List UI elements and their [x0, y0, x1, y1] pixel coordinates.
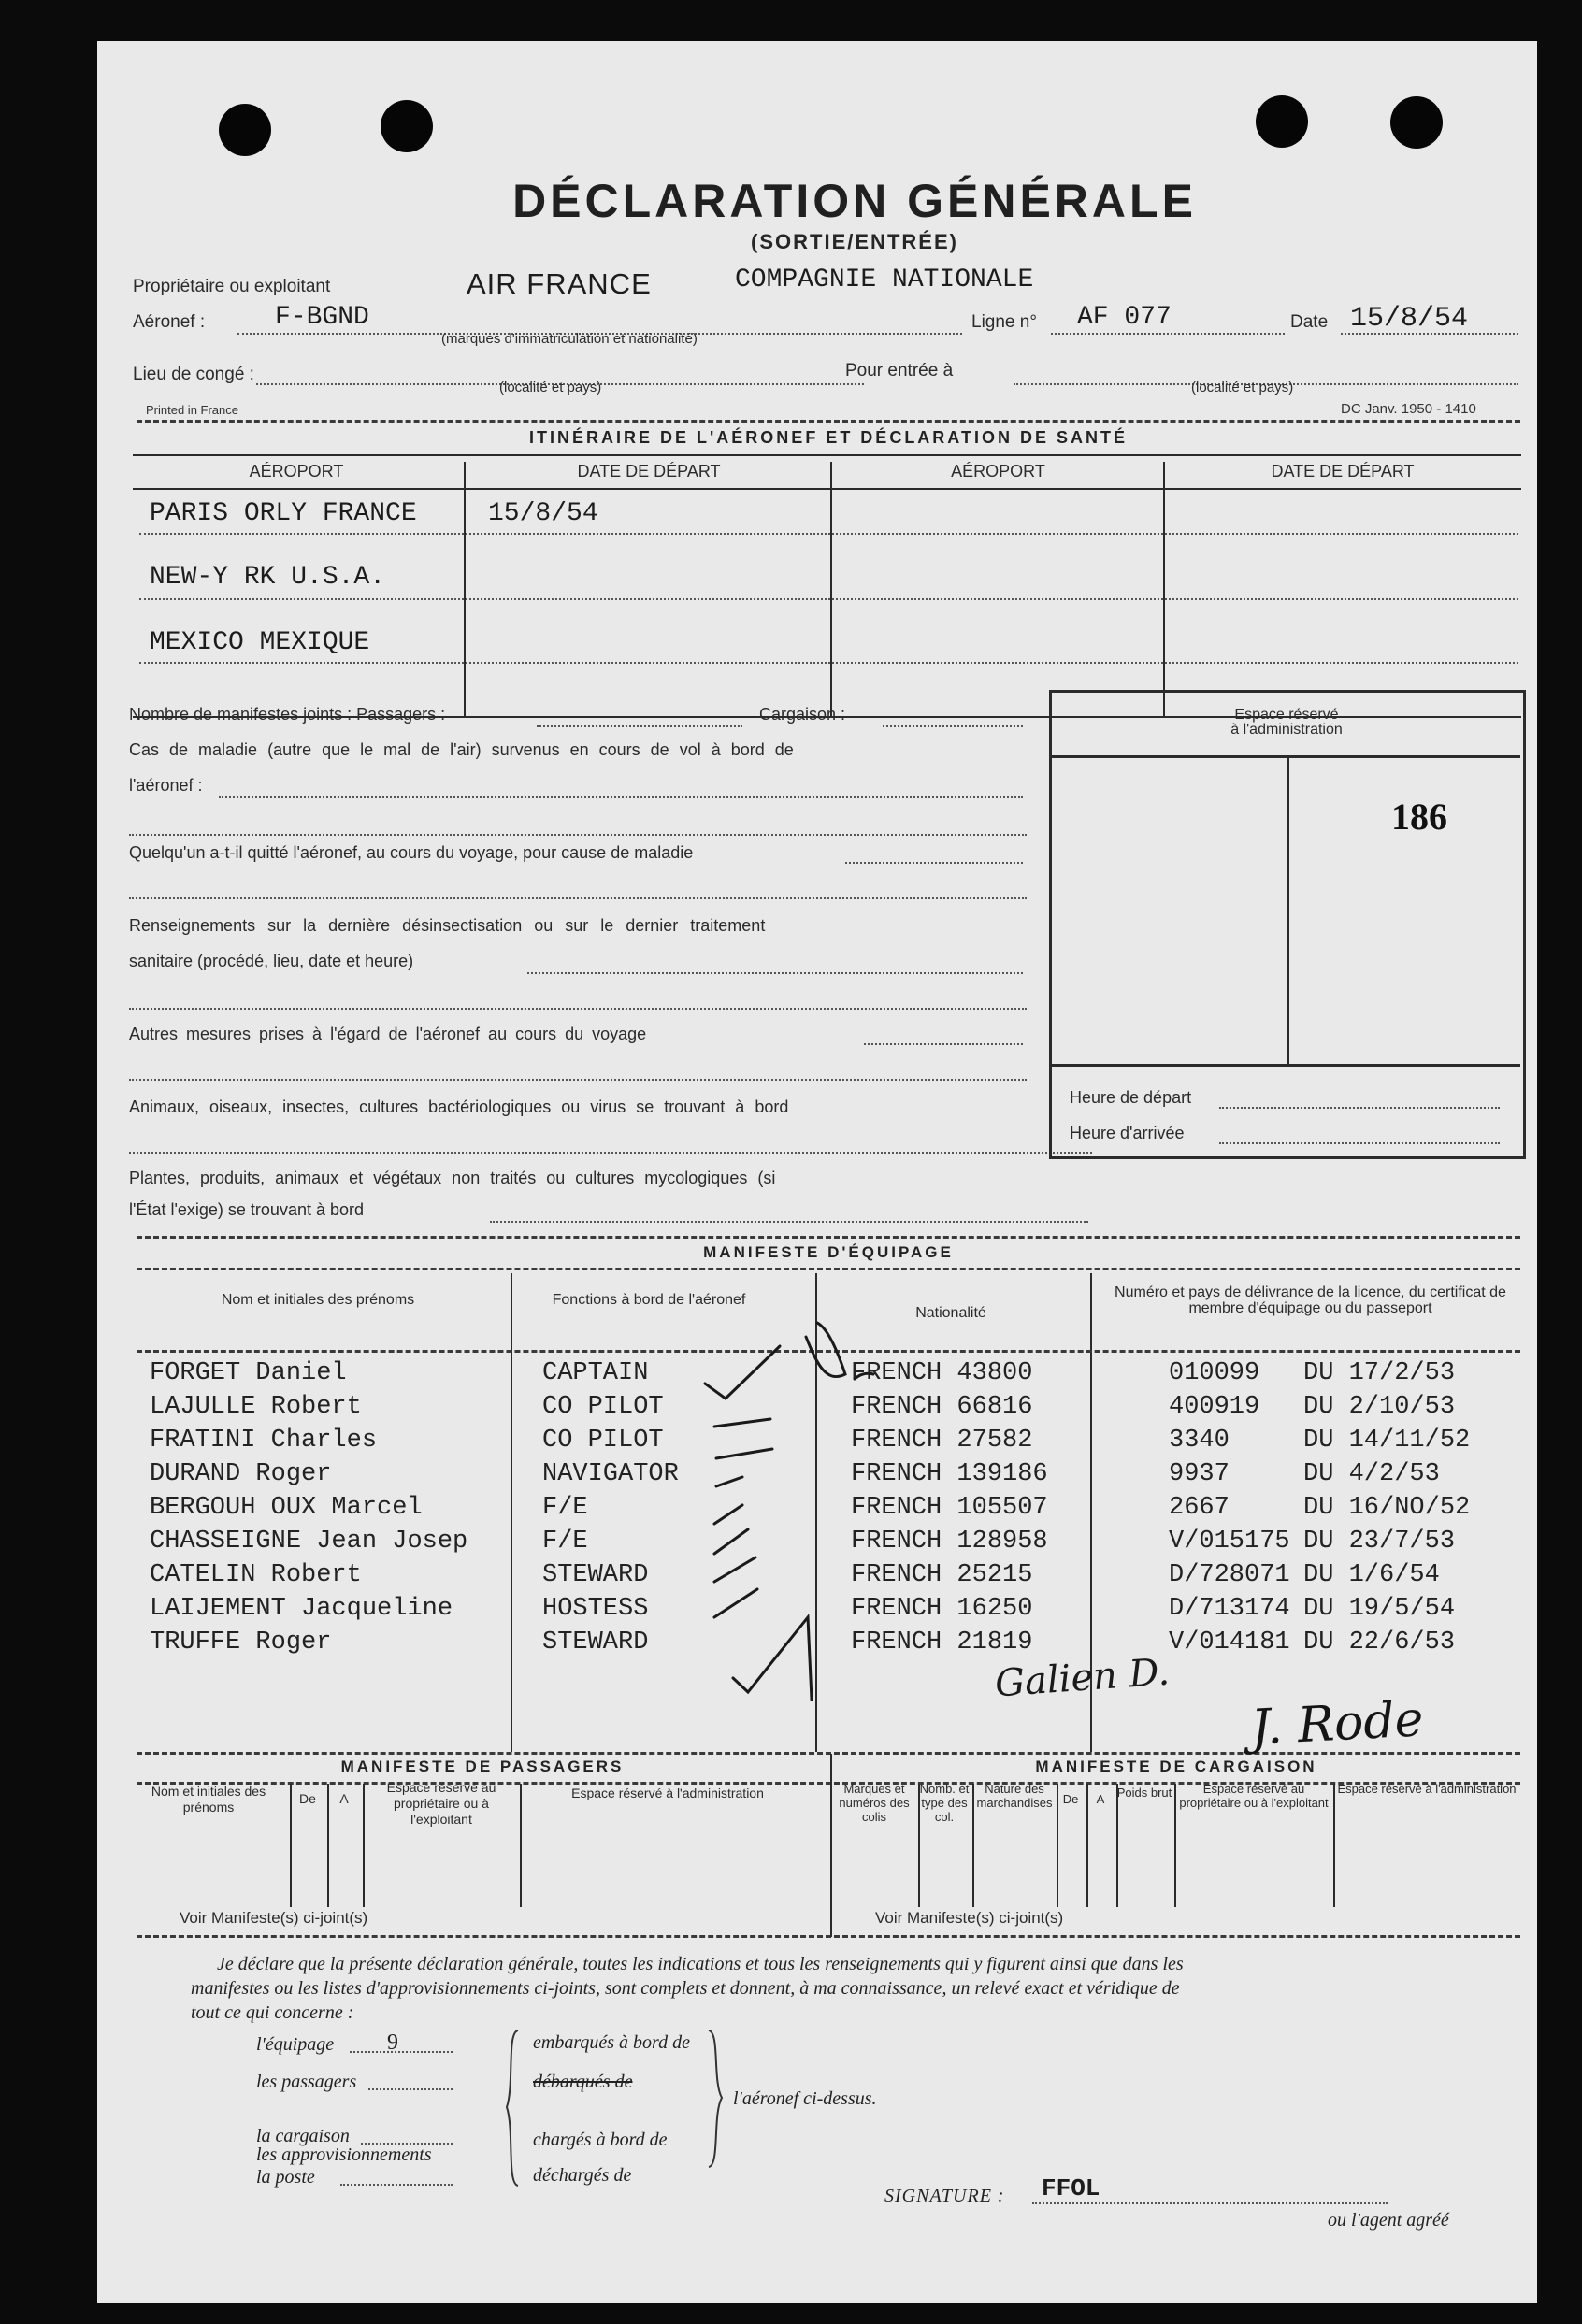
crew-nationality: FRENCH 128958 [851, 1528, 1048, 1556]
date-value: 15/8/54 [1350, 303, 1469, 335]
animals-label: Animaux, oiseaux, insectes, cultures bactériologiques ou virus se trouvant à bord [129, 1097, 789, 1116]
field-line [129, 897, 1027, 899]
crew-function: CO PILOT [542, 1393, 664, 1421]
col-cargo-count: Nomb. et type des col. [919, 1782, 970, 1824]
signature-label: SIGNATURE : [884, 2186, 1005, 2206]
declaration-text-3: tout ce qui concerne : [191, 2002, 354, 2023]
crew-function: F/E [542, 1528, 588, 1556]
crew-license-date: DU 16/NO/52 [1303, 1494, 1471, 1522]
crew-license-date: DU 19/5/54 [1303, 1595, 1456, 1623]
itinerary-airport: PARIS ORLY FRANCE [150, 499, 417, 528]
col-divider [511, 1273, 512, 1752]
operator-typed: COMPAGNIE NATIONALE [735, 265, 1034, 294]
field-line [864, 1043, 1023, 1045]
illness-label-2: l'aéronef : [129, 776, 203, 795]
field-line [129, 1079, 1027, 1081]
field-line [129, 1152, 1092, 1154]
admin-box-title-2: à l'administration [1230, 722, 1343, 738]
date-field-line [1341, 333, 1518, 335]
other-measures-label: Autres mesures prises à l'égard de l'aéronef au cours du voyage [129, 1025, 647, 1043]
punch-hole [381, 100, 433, 152]
crew-license-date: DU 17/2/53 [1303, 1359, 1456, 1387]
crew-function: STEWARD [542, 1628, 649, 1657]
separator [137, 1236, 1520, 1239]
left-aircraft-label: Quelqu'un a-t-il quitté l'aéronef, au cours du voyage, pour cause de maladie [129, 843, 694, 862]
crew-name: FRATINI Charles [150, 1427, 378, 1455]
crew-nationality: FRENCH 27582 [851, 1427, 1033, 1455]
col-airport-1: AÉROPORT [249, 462, 344, 481]
disinsection-label: Renseignements sur la dernière désinsectisation ou sur le dernier traitement [129, 916, 766, 935]
crew-manifest-title: MANIFESTE D'ÉQUIPAGE [703, 1243, 954, 1261]
col-divider [1287, 755, 1289, 1064]
crew-function: STEWARD [542, 1561, 649, 1589]
form-reference: DC Janv. 1950 - 1410 [1341, 401, 1476, 417]
rule [1051, 755, 1520, 758]
col-airport-2: AÉROPORT [951, 462, 1045, 481]
aircraft-registration: F-BGND [275, 303, 369, 332]
crew-license-number: D/713174 [1169, 1595, 1290, 1623]
plants-label: Plantes, produits, animaux et végétaux non traités ou cultures mycologiques (si [129, 1169, 776, 1187]
crew-count-value: 9 [387, 2030, 398, 2055]
punch-hole [219, 104, 271, 156]
field-line [845, 862, 1023, 864]
crew-function: CAPTAIN [542, 1359, 649, 1387]
declaration-text-1: Je déclare que la présente déclaration générale, toutes les indications et tous les renseignements qui y figurent ainsi que dans les [217, 1954, 1184, 1974]
entry-place-label: Pour entrée à [845, 361, 954, 380]
crew-license-date: DU 4/2/53 [1303, 1460, 1440, 1488]
aircraft-above-label: l'aéronef ci-dessus. [733, 2088, 877, 2109]
illness-label: Cas de maladie (autre que le mal de l'air) survenus en cours de vol à bord de [129, 740, 794, 759]
passenger-manifest-footer: Voir Manifeste(s) ci-joint(s) [180, 1909, 368, 1927]
field-line [340, 2184, 453, 2186]
brace-icon [503, 2029, 524, 2188]
disinsection-label-2: sanitaire (procédé, lieu, date et heure) [129, 952, 414, 970]
field-line [883, 725, 1023, 727]
line-field-line [1051, 333, 1285, 335]
col-passenger-to: A [339, 1791, 349, 1806]
col-divider [1333, 1784, 1335, 1907]
loaded-label: chargés à bord de [533, 2130, 668, 2150]
line-number: AF 077 [1077, 303, 1172, 332]
signature-line [1032, 2202, 1388, 2204]
crew-nationality: FRENCH 25215 [851, 1561, 1033, 1589]
itinerary-airport: MEXICO MEXIQUE [150, 628, 370, 657]
separator [137, 1268, 1520, 1270]
crew-license-number: 2667 [1169, 1494, 1230, 1522]
crew-nationality: FRENCH 43800 [851, 1359, 1033, 1387]
cargo-manifest-title: MANIFESTE DE CARGAISON [1035, 1757, 1317, 1775]
crew-name: LAIJEMENT Jacqueline [150, 1595, 453, 1623]
cargo-manifest-footer: Voir Manifeste(s) ci-joint(s) [875, 1909, 1064, 1927]
col-cargo-admin: Espace réservé à l'administration [1337, 1782, 1517, 1796]
crew-count-label: l'équipage [256, 2034, 335, 2055]
disembarked-label: débarqués de [533, 2072, 633, 2092]
date-label: Date [1290, 312, 1329, 332]
crew-license-date: DU 14/11/52 [1303, 1427, 1471, 1455]
embarked-label: embarqués à bord de [533, 2032, 690, 2053]
col-date-1: DATE DE DÉPART [577, 462, 721, 481]
row-line [139, 598, 1518, 600]
departure-place-caption: (localité et pays) [499, 380, 602, 395]
col-passenger-from: De [299, 1791, 316, 1806]
line-label: Ligne n° [971, 312, 1037, 332]
form-title: DÉCLARATION GÉNÉRALE [512, 175, 1197, 227]
rule [1051, 1064, 1520, 1067]
aircraft-label: Aéronef : [133, 312, 206, 332]
crew-function: HOSTESS [542, 1595, 649, 1623]
separator [137, 420, 1520, 423]
field-line [1219, 1107, 1500, 1109]
punch-hole [1256, 95, 1308, 148]
crew-name: DURAND Roger [150, 1460, 332, 1488]
crew-name: CATELIN Robert [150, 1561, 362, 1589]
plants-label-2: l'État l'exige) se trouvant à bord [129, 1200, 365, 1219]
crew-license-number: 010099 [1169, 1359, 1260, 1387]
crew-license-number: 3340 [1169, 1427, 1230, 1455]
separator [137, 1935, 1520, 1938]
col-cargo-nature: Nature des marchandises [976, 1782, 1053, 1810]
signature-value: FFOL [1042, 2174, 1100, 2202]
col-crew-license: Numéro et pays de délivrance de la licence, du certificat de membre d'équipage ou du passeport [1115, 1284, 1506, 1316]
cargo-label: Cargaison : [759, 705, 846, 724]
crew-name: CHASSEIGNE Jean Josep [150, 1528, 468, 1556]
row-line [139, 533, 1518, 535]
col-cargo-marks: Marques et numéros des colis [839, 1782, 910, 1824]
field-line [1219, 1142, 1500, 1144]
col-passenger-operator: Espace réservé au propriétaire ou à l'exploitant [386, 1780, 496, 1827]
checkmarks-handwriting [696, 1309, 939, 1701]
col-cargo-operator: Espace réservé au propriétaire ou à l'exploitant [1179, 1782, 1329, 1810]
rule [133, 454, 1521, 456]
field-line [219, 796, 1023, 798]
crew-nationality: FRENCH 16250 [851, 1595, 1033, 1623]
crew-name: FORGET Daniel [150, 1359, 347, 1387]
crew-license-number: D/728071 [1169, 1561, 1290, 1589]
crew-license-number: 400919 [1169, 1393, 1260, 1421]
rule [133, 488, 1521, 490]
field-line [527, 972, 1023, 974]
admin-number: 186 [1391, 796, 1447, 838]
crew-function: NAVIGATOR [542, 1460, 679, 1488]
col-divider [464, 462, 466, 718]
row-line [139, 662, 1518, 664]
col-divider [1163, 462, 1165, 718]
crew-function: F/E [542, 1494, 588, 1522]
manifests-label: Nombre de manifestes joints : Passagers : [129, 705, 446, 724]
crew-license-number: V/015175 [1169, 1528, 1290, 1556]
col-cargo-from: De [1062, 1792, 1079, 1806]
printer-note: Printed in France [146, 403, 238, 417]
unloaded-label: déchargés de [533, 2165, 632, 2186]
operator-printed: AIR FRANCE [467, 267, 652, 300]
col-passenger-name: Nom et initiales des prénoms [151, 1784, 266, 1815]
entry-place-caption: (localité et pays) [1191, 380, 1294, 395]
mail-label: la poste [256, 2167, 315, 2188]
col-passenger-admin: Espace réservé à l'administration [571, 1786, 764, 1800]
crew-license-number: 9937 [1169, 1460, 1230, 1488]
crew-license-date: DU 2/10/53 [1303, 1393, 1456, 1421]
departure-place-label: Lieu de congé : [133, 365, 254, 384]
col-divider [830, 462, 832, 718]
crew-function: CO PILOT [542, 1427, 664, 1455]
arrival-time-label: Heure d'arrivée [1070, 1124, 1185, 1142]
field-line [350, 2051, 453, 2053]
crew-name: TRUFFE Roger [150, 1628, 332, 1657]
supplies-label: les approvisionnements [256, 2145, 432, 2165]
col-crew-name: Nom et initiales des prénoms [221, 1292, 415, 1308]
crew-nationality: FRENCH 139186 [851, 1460, 1048, 1488]
itinerary-airport: NEW-Y RK U.S.A. [150, 563, 386, 592]
handwritten-signature: J. Rode [1249, 1691, 1425, 1757]
crew-name: BERGOUH OUX Marcel [150, 1494, 423, 1522]
operator-label: Propriétaire ou exploitant [133, 277, 331, 296]
field-line [129, 834, 1027, 836]
col-crew-function: Fonctions à bord de l'aéronef [552, 1292, 746, 1308]
field-line [368, 2088, 453, 2090]
field-line [490, 1221, 1088, 1223]
crew-license-date: DU 23/7/53 [1303, 1528, 1456, 1556]
passengers-count-label: les passagers [256, 2072, 357, 2092]
col-divider [1116, 1784, 1118, 1907]
admin-box-title: Espace réservé [1234, 707, 1339, 723]
crew-nationality: FRENCH 105507 [851, 1494, 1048, 1522]
cargo-count-label: la cargaison [256, 2126, 350, 2146]
crew-nationality: FRENCH 66816 [851, 1393, 1033, 1421]
itinerary-title: ITINÉRAIRE DE L'AÉRONEF ET DÉCLARATION DE SANTÉ [529, 428, 1128, 447]
punch-hole [1390, 96, 1443, 149]
crew-license-date: DU 1/6/54 [1303, 1561, 1440, 1589]
col-cargo-to: A [1096, 1792, 1105, 1806]
brace-icon [705, 2029, 726, 2169]
passenger-manifest-title: MANIFESTE DE PASSAGERS [340, 1757, 625, 1775]
aircraft-caption: (marques d'immatriculation et nationalité) [441, 331, 698, 347]
crew-license-date: DU 22/6/53 [1303, 1628, 1456, 1657]
crew-nationality: FRENCH 21819 [851, 1628, 1033, 1657]
crew-license-number: V/014181 [1169, 1628, 1290, 1657]
agent-text: ou l'agent agréé [1328, 2210, 1449, 2231]
col-date-2: DATE DE DÉPART [1271, 462, 1415, 481]
handwritten-note: Galien D. [993, 1650, 1172, 1706]
field-line [537, 725, 742, 727]
col-divider [520, 1784, 522, 1907]
field-line [129, 1008, 1027, 1010]
departure-time-label: Heure de départ [1070, 1088, 1192, 1107]
crew-name: LAJULLE Robert [150, 1393, 362, 1421]
form-page [97, 41, 1537, 2303]
declaration-text-2: manifestes ou les listes d'approvisionnements ci-joints, sont complets et donnent, à ma connaissance, un relevé exact et véridique de [191, 1978, 1180, 1999]
col-crew-nationality: Nationalité [915, 1305, 986, 1321]
col-cargo-weight: Poids brut [1116, 1786, 1172, 1800]
form-subtitle: (SORTIE/ENTRÉE) [751, 230, 958, 253]
itinerary-date: 15/8/54 [488, 499, 598, 528]
